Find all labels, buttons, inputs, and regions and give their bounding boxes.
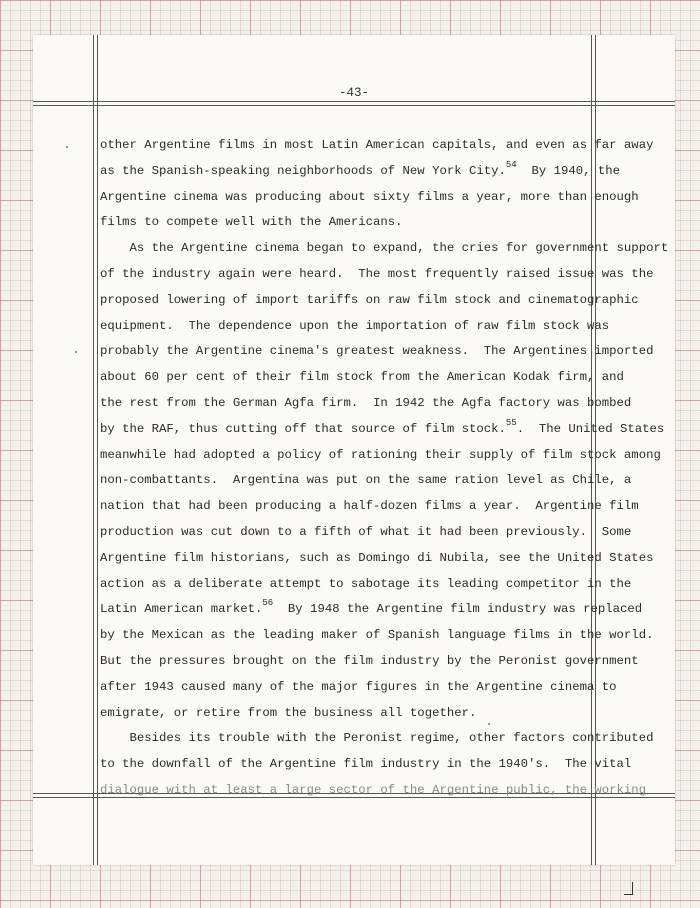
footnote-ref: 55 (505, 417, 517, 428)
margin-mark (488, 723, 490, 725)
line-segment: equipment. The dependence upon the importation of raw film stock was (100, 318, 610, 333)
text-line (100, 572, 632, 598)
text-line (100, 210, 600, 236)
line-segment: probably the Argentine cinema's greatest weakness. The Argentines imported (100, 344, 654, 359)
text-line (100, 623, 654, 649)
text-line (100, 726, 654, 752)
line-segment: to the downfall of the Argentine film industry in the 1940's. The vital (100, 757, 632, 772)
line-segment: But the pressures brought on the film industry by the Peronist government (100, 653, 639, 668)
line-segment: action as a deliberate attempt to sabotage its leading competitor in the (100, 576, 632, 591)
text-line (100, 752, 632, 778)
text-line (100, 546, 654, 572)
line-segment: dialogue with at least a large sector of the Argentine public, the working (100, 782, 647, 797)
line-segment: Besides its trouble with the Peronist regime, other factors contributed (100, 731, 654, 746)
footnote-ref: 54 (505, 159, 517, 170)
line-segment: Argentine cinema was producing about sixty films a year, more than enough (100, 189, 639, 204)
line-segment: nation that had been producing a half-dozen films a year. Argentine film (100, 499, 639, 514)
line-segment: other Argentine films in most Latin American capitals, and even as far away (100, 138, 654, 152)
text-line (100, 468, 632, 494)
left-margin-rule (93, 35, 98, 865)
line-segment: by the Mexican as the leading maker of Spanish language films in the world. (100, 628, 654, 643)
text-line (100, 494, 639, 520)
line-segment: Argentine film historians, such as Domingo di Nubila, see the United States (100, 550, 654, 565)
line-segment: by the RAF, thus cutting off that source of film stock. (100, 421, 506, 436)
text-line (100, 443, 661, 469)
top-rule (33, 101, 675, 106)
line-segment: By 1948 the Argentine film industry was replaced (273, 602, 643, 617)
text-line (100, 339, 654, 365)
document-page (33, 35, 675, 865)
body-text (100, 133, 669, 804)
margin-mark (66, 146, 68, 148)
text-line (100, 133, 654, 159)
text-line (100, 288, 639, 314)
text-line (100, 365, 624, 391)
text-line (100, 159, 620, 185)
line-segment: films to compete well with the Americans. (100, 215, 403, 230)
line-segment: production was cut down to a fifth of what it had been previously. Some (100, 524, 632, 539)
footnote-ref: 56 (262, 598, 274, 609)
page-number: -43- (338, 86, 369, 100)
text-line (100, 649, 639, 675)
text-line (100, 701, 600, 727)
line-segment: proposed lowering of import tariffs on raw film stock and cinematographic (100, 292, 639, 307)
line-segment: the rest from the German Agfa firm. In 1942 the Agfa factory was bombed (100, 395, 632, 410)
text-line (100, 314, 610, 340)
line-segment: As the Argentine cinema began to expand, the cries for government support (100, 241, 669, 256)
line-segment: after 1943 caused many of the major figures in the Argentine cinema to (100, 679, 617, 694)
line-segment: Latin American market. (100, 602, 263, 617)
line-segment: of the industry again were heard. The most frequently raised issue was the (100, 266, 654, 281)
text-line (100, 185, 639, 211)
text-line (100, 675, 617, 701)
text-line (100, 236, 669, 262)
line-segment: about 60 per cent of their film stock from the American Kodak firm, and (100, 370, 624, 385)
line-segment: By 1940, the (516, 163, 620, 178)
margin-mark (75, 351, 77, 353)
text-line (100, 417, 665, 443)
line-segment: meanwhile had adopted a policy of rationing their supply of film stock among (100, 447, 661, 462)
text-line (100, 391, 632, 417)
text-line (100, 520, 632, 546)
line-segment: as the Spanish-speaking neighborhoods of New York City. (100, 163, 506, 178)
text-line (100, 597, 643, 623)
text-line (100, 778, 647, 804)
text-line (100, 262, 654, 288)
line-segment: non-combattants. Argentina was put on the same ration level as Chile, a (100, 473, 632, 488)
line-segment: emigrate, or retire from the business all together. (100, 705, 477, 720)
line-segment: . The United States (516, 421, 665, 436)
corner-mark (624, 882, 633, 895)
